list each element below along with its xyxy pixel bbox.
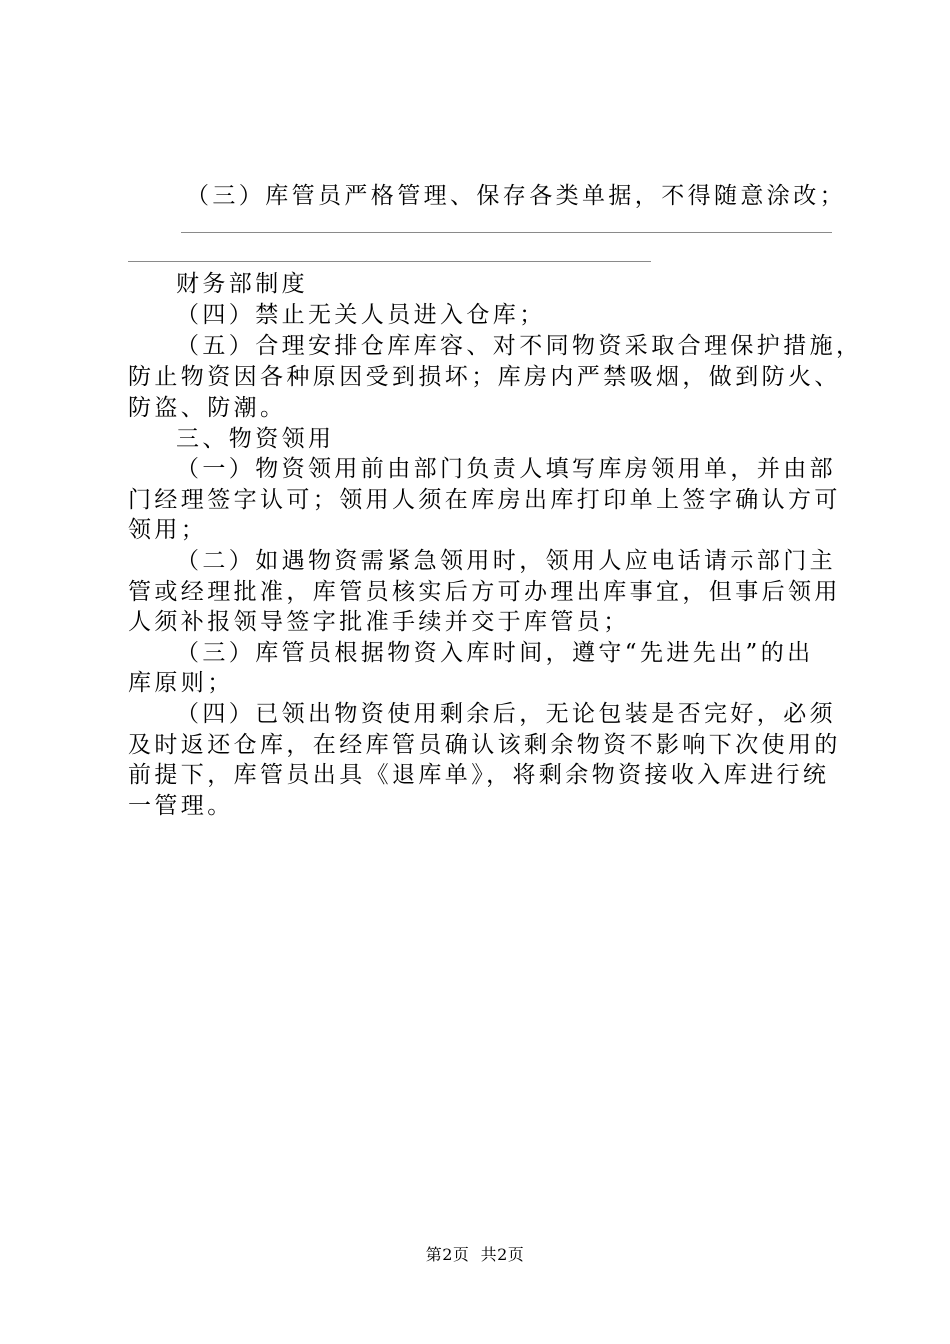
paragraph-line: 前提下，库管员出具《退库单》，将剩余物资接收入库进行统 bbox=[128, 762, 830, 788]
paragraph-line: （四）禁止无关人员进入仓库； bbox=[176, 302, 546, 328]
paragraph-line: （三）库管员严格管理、保存各类单据，不得随意涂改； bbox=[186, 183, 846, 209]
section-heading: 财务部制度 bbox=[176, 271, 308, 297]
paragraph-line: 管或经理批准，库管员核实后方可办理出库事宜，但事后领用 bbox=[128, 579, 841, 605]
paragraph-line: 领用； bbox=[128, 517, 208, 543]
paragraph-line: （一）物资领用前由部门负责人填写库房领用单，并由部 bbox=[176, 456, 836, 482]
separator-rule bbox=[128, 261, 651, 262]
paragraph-line: （四）已领出物资使用剩余后，无论包装是否完好，必须 bbox=[176, 701, 836, 727]
separator-rule bbox=[181, 232, 832, 233]
paragraph-line: （五）合理安排仓库库容、对不同物资采取合理保护措施， bbox=[176, 333, 863, 359]
paragraph-line: 防盗、防潮。 bbox=[128, 395, 287, 421]
paragraph-line: 及时返还仓库，在经库管员确认该剩余物资不影响下次使用的 bbox=[128, 732, 841, 758]
section-heading: 三、物资领用 bbox=[176, 426, 335, 452]
paragraph-line: （二）如遇物资需紧急领用时，领用人应电话请示部门主 bbox=[176, 548, 836, 574]
page-number-label: 第2页 共2页 bbox=[425, 1245, 525, 1264]
paragraph-line: 库原则； bbox=[128, 670, 234, 696]
paragraph-line: （三）库管员根据物资入库时间，遵守“先进先出”的出 bbox=[176, 640, 814, 666]
paragraph-line: 人须补报领导签字批准手续并交于库管员； bbox=[128, 609, 630, 635]
page-footer bbox=[0, 1244, 950, 1266]
paragraph-line: 防止物资因各种原因受到损坏；库房内严禁吸烟，做到防火、 bbox=[128, 364, 841, 390]
paragraph-line: 门经理签字认可；领用人须在库房出库打印单上签字确认方可 bbox=[128, 487, 841, 513]
paragraph-line: 一管理。 bbox=[128, 793, 234, 819]
